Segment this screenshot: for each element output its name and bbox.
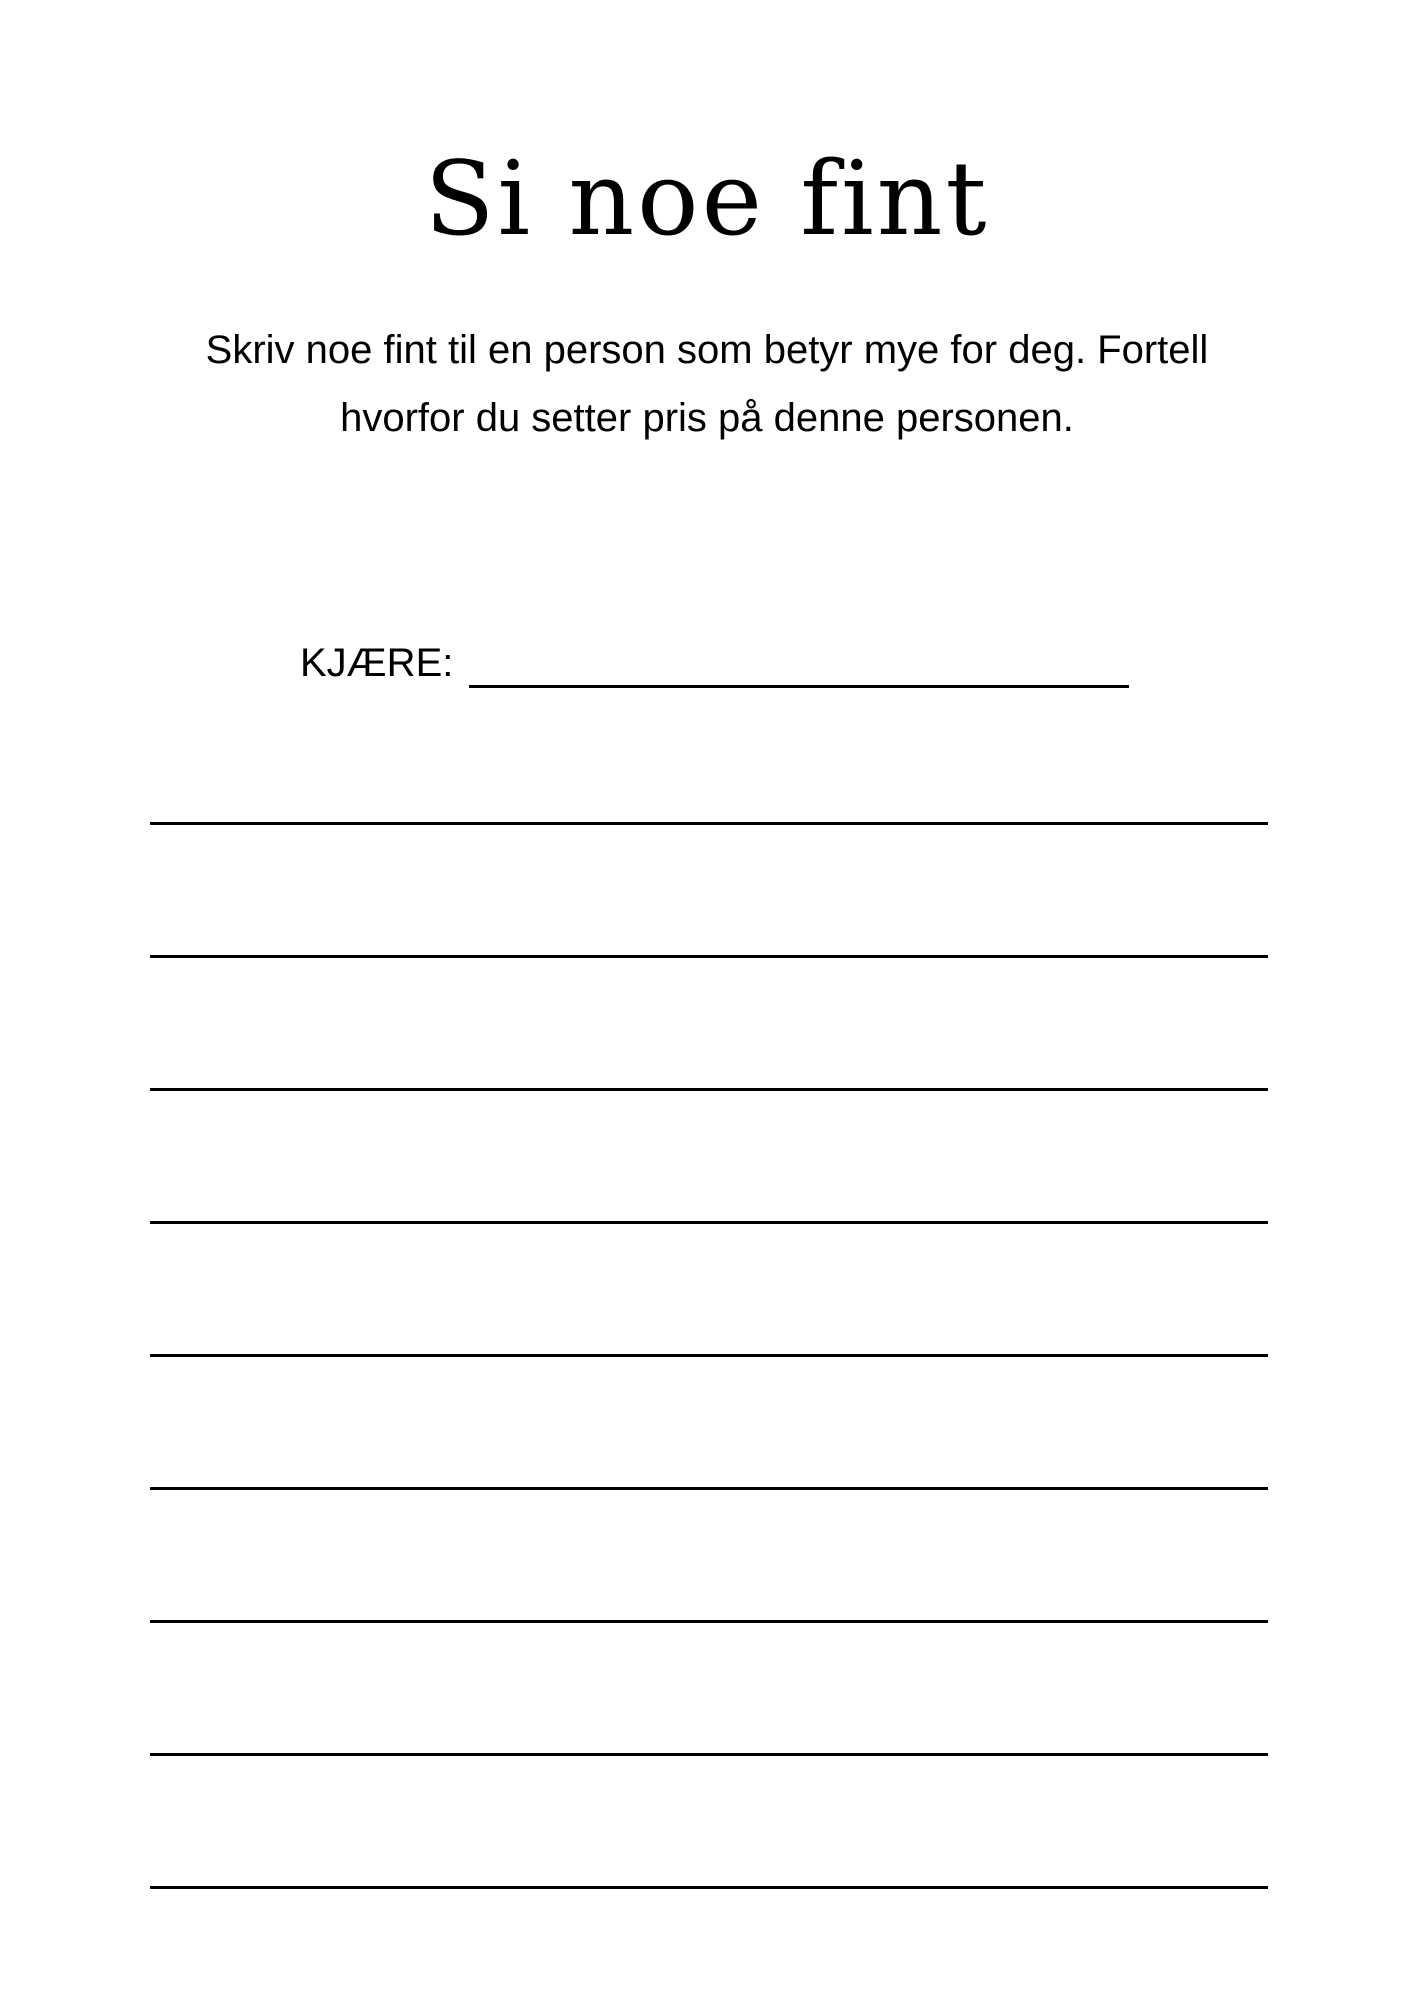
instructions-text: Skriv noe fint til en person som betyr mye for deg. Fortell hvorfor du setter pris på denne personen.	[205, 328, 1209, 440]
writing-line-8[interactable]	[150, 1709, 1268, 1756]
writing-line-1[interactable]	[150, 778, 1268, 825]
writing-line-6[interactable]	[150, 1443, 1268, 1490]
writing-line-4[interactable]	[150, 1177, 1268, 1224]
dear-label: KJÆRE:	[300, 641, 454, 685]
writing-line-3[interactable]	[150, 1044, 1268, 1091]
writing-line-5[interactable]	[150, 1310, 1268, 1357]
writing-line-7[interactable]	[150, 1576, 1268, 1623]
page-title: Si noe fint	[424, 140, 990, 259]
dear-row	[300, 632, 1129, 688]
writing-line-9[interactable]	[150, 1842, 1268, 1889]
recipient-name-field[interactable]	[469, 641, 1129, 688]
writing-line-2[interactable]	[150, 911, 1268, 958]
